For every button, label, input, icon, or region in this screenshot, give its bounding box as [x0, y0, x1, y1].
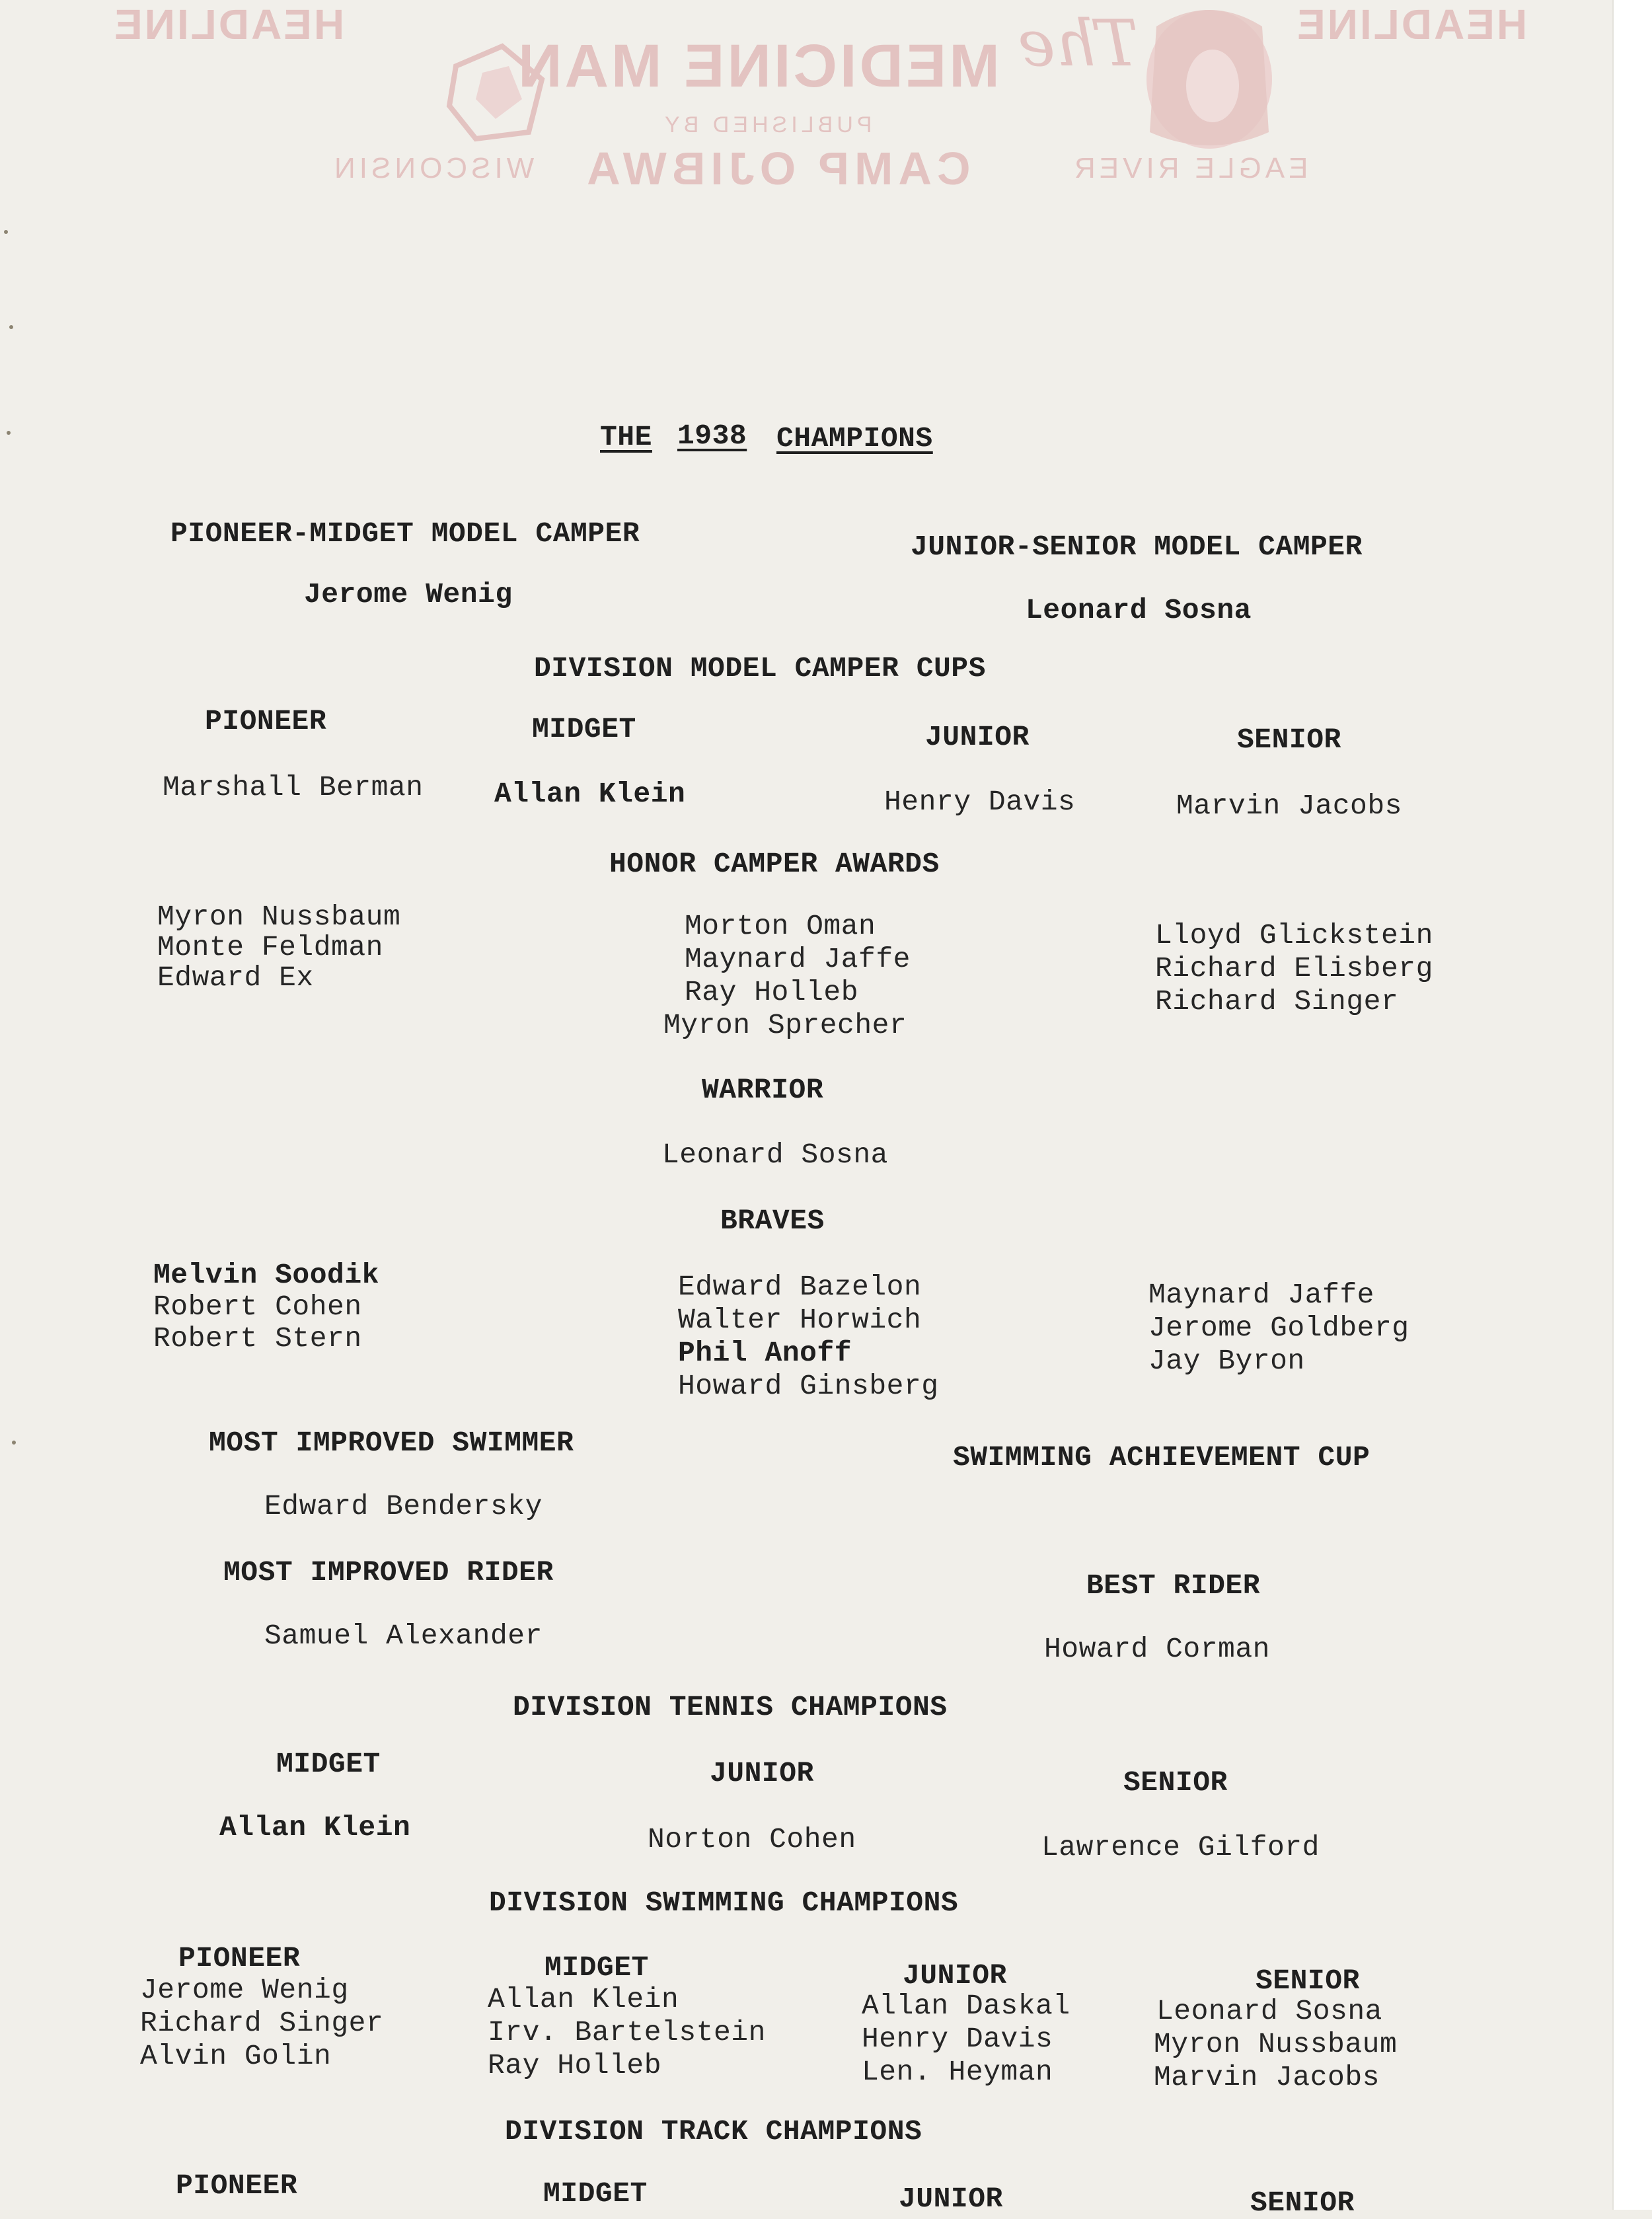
- camp-seal-icon: [430, 26, 562, 159]
- track-division-senior: SENIOR: [1250, 2187, 1355, 2219]
- swim-champion-name: Jerome Wenig: [140, 1974, 349, 2006]
- honor-camper-name: Richard Elisberg: [1155, 952, 1433, 985]
- punch-hole: [9, 325, 13, 329]
- swimming-achievement-cup-heading: SWIMMING ACHIEVEMENT CUP: [953, 1441, 1370, 1474]
- brave-name: Edward Bazelon: [678, 1271, 922, 1303]
- swim-champion-name: Myron Nussbaum: [1154, 2028, 1398, 2060]
- swim-champion-name: Allan Daskal: [862, 1990, 1070, 2022]
- cups-division-pioneer: PIONEER: [205, 705, 327, 737]
- letterhead-camp: CAMP OJIBWA: [582, 143, 971, 194]
- brave-name: Robert Stern: [153, 1322, 362, 1355]
- letterhead-subtitle: PUBLISHED BY: [661, 112, 872, 137]
- swim-champion-name: Alvin Golin: [140, 2040, 332, 2072]
- track-division-midget: MIDGET: [543, 2177, 648, 2210]
- division-cups-heading: DIVISION MODEL CAMPER CUPS: [534, 652, 986, 685]
- cups-division-senior: SENIOR: [1237, 724, 1341, 756]
- warrior-name: Leonard Sosna: [662, 1139, 888, 1171]
- cups-division-junior: JUNIOR: [925, 721, 1030, 753]
- letterhead-title: MEDICINE MAN: [515, 32, 1000, 100]
- honor-camper-name: Myron Sprecher: [663, 1009, 907, 1041]
- tennis-division-senior: SENIOR: [1123, 1766, 1228, 1799]
- brave-name: Maynard Jaffe: [1148, 1279, 1374, 1311]
- punch-hole: [7, 431, 11, 435]
- punch-hole: [4, 230, 8, 234]
- honor-camper-name: Myron Nussbaum: [157, 901, 401, 933]
- brave-name: Melvin Soodik: [153, 1259, 379, 1291]
- most-improved-rider-heading: MOST IMPROVED RIDER: [223, 1556, 554, 1589]
- swim-division-midget: MIDGET: [544, 1951, 649, 1984]
- swimming-champions-heading: DIVISION SWIMMING CHAMPIONS: [489, 1887, 959, 1919]
- honor-camper-name: Edward Ex: [157, 961, 314, 994]
- honor-camper-name: Monte Feldman: [157, 931, 383, 963]
- swim-champion-name: Henry Davis: [862, 2023, 1053, 2055]
- tennis-champions-heading: DIVISION TENNIS CHAMPIONS: [513, 1691, 948, 1723]
- best-rider-heading: BEST RIDER: [1086, 1569, 1261, 1602]
- honor-camper-name: Lloyd Glickstein: [1155, 919, 1433, 952]
- best-rider-name: Howard Corman: [1044, 1633, 1270, 1665]
- brave-name: Howard Ginsberg: [678, 1370, 939, 1402]
- letterhead-town: EAGLE RIVER: [1070, 152, 1308, 184]
- letterhead-bleedthrough: [0, 0, 1652, 198]
- honor-camper-name: Ray Holleb: [685, 976, 859, 1008]
- letterhead-right-banner: HEADLINE: [1295, 1, 1528, 48]
- tennis-division-midget: MIDGET: [276, 1748, 381, 1780]
- title-champions: CHAMPIONS: [776, 422, 933, 455]
- tennis-division-junior: JUNIOR: [710, 1757, 814, 1789]
- swim-champion-name: Irv. Bartelstein: [488, 2016, 766, 2049]
- braves-heading: BRAVES: [720, 1205, 825, 1237]
- letterhead-the: The: [1018, 7, 1139, 81]
- pioneer-midget-model-camper-heading: PIONEER-MIDGET MODEL CAMPER: [170, 517, 640, 550]
- title-the: THE: [600, 421, 652, 453]
- honor-camper-name: Morton Oman: [685, 910, 876, 942]
- letterhead-state: WISCONSIN: [330, 152, 535, 184]
- swim-champion-name: Ray Holleb: [488, 2049, 662, 2082]
- title-year: 1938: [677, 420, 747, 452]
- punch-hole: [12, 1441, 16, 1445]
- brave-name: Jerome Goldberg: [1148, 1312, 1409, 1344]
- cups-division-midget: MIDGET: [532, 713, 636, 745]
- cups-winner-junior: Henry Davis: [884, 786, 1076, 818]
- swim-champion-name: Leonard Sosna: [1156, 1995, 1382, 2027]
- chief-headdress-icon: [1117, 0, 1289, 159]
- most-improved-swimmer-name: Edward Bendersky: [264, 1490, 543, 1523]
- letterhead-left-banner: HEADLINE: [112, 1, 345, 48]
- brave-name: Robert Cohen: [153, 1291, 362, 1323]
- swim-champion-name: Len. Heyman: [862, 2056, 1053, 2088]
- cups-winner-pioneer: Marshall Berman: [163, 771, 424, 804]
- page-edge: [1612, 0, 1652, 2210]
- swim-champion-name: Richard Singer: [140, 2007, 384, 2039]
- track-division-pioneer: PIONEER: [176, 2169, 298, 2202]
- honor-camper-name: Maynard Jaffe: [685, 943, 911, 975]
- warrior-heading: WARRIOR: [702, 1074, 824, 1106]
- brave-name: Jay Byron: [1148, 1345, 1305, 1377]
- swim-champion-name: Marvin Jacobs: [1154, 2061, 1380, 2093]
- junior-senior-model-camper-heading: JUNIOR-SENIOR MODEL CAMPER: [911, 531, 1363, 563]
- swim-division-junior: JUNIOR: [903, 1959, 1007, 1992]
- honor-camper-name: Richard Singer: [1155, 985, 1399, 1018]
- swim-division-pioneer: PIONEER: [178, 1942, 301, 1975]
- cups-winner-senior: Marvin Jacobs: [1176, 790, 1402, 822]
- junior-senior-model-camper-name: Leonard Sosna: [1026, 594, 1252, 626]
- pioneer-midget-model-camper-name: Jerome Wenig: [304, 578, 513, 611]
- swim-champion-name: Allan Klein: [488, 1983, 679, 2015]
- tennis-winner-midget: Allan Klein: [219, 1811, 411, 1844]
- swim-division-senior: SENIOR: [1256, 1965, 1360, 1997]
- tennis-winner-senior: Lawrence Gilford: [1041, 1831, 1320, 1863]
- tennis-winner-junior: Norton Cohen: [648, 1823, 856, 1856]
- most-improved-rider-name: Samuel Alexander: [264, 1620, 543, 1652]
- brave-name: Phil Anoff: [678, 1337, 852, 1369]
- track-division-junior: JUNIOR: [899, 2183, 1003, 2215]
- brave-name: Walter Horwich: [678, 1304, 922, 1336]
- cups-winner-midget: Allan Klein: [494, 778, 686, 810]
- most-improved-swimmer-heading: MOST IMPROVED SWIMMER: [209, 1427, 574, 1459]
- honor-camper-heading: HONOR CAMPER AWARDS: [609, 848, 940, 880]
- track-champions-heading: DIVISION TRACK CHAMPIONS: [505, 2115, 922, 2148]
